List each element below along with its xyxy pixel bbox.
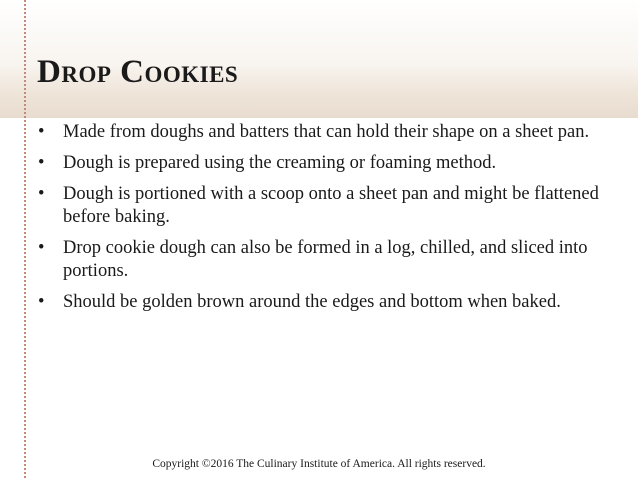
- bullet-marker: •: [38, 184, 45, 204]
- copyright-footer: [0, 458, 638, 470]
- bullet-marker: •: [38, 238, 45, 258]
- bullet-text: Dough is prepared using the creaming or foaming method.: [63, 153, 497, 173]
- dotted-border: [24, 0, 26, 478]
- bullet-item: [30, 121, 610, 144]
- bullet-item: [30, 152, 610, 175]
- bullet-text: Made from doughs and batters that can hold their shape on a sheet pan.: [63, 122, 590, 142]
- bullet-item: [30, 237, 610, 283]
- bullet-marker: •: [38, 292, 45, 312]
- bullet-list: [30, 121, 610, 322]
- bullet-text: Should be golden brown around the edges and bottom when baked.: [63, 292, 561, 312]
- bullet-marker: •: [38, 122, 45, 142]
- bullet-text: Dough is portioned with a scoop onto a sheet pan and might be flattened before baking.: [63, 184, 599, 227]
- slide-title: Drop Cookies: [37, 54, 239, 90]
- bullet-text: Drop cookie dough can also be formed in a log, chilled, and sliced into portions.: [63, 238, 588, 281]
- copyright-text: Copyright ©2016 The Culinary Institute of America. All rights reserved.: [152, 458, 486, 470]
- bullet-marker: •: [38, 153, 45, 173]
- bullet-item: [30, 291, 610, 314]
- bullet-item: [30, 183, 610, 229]
